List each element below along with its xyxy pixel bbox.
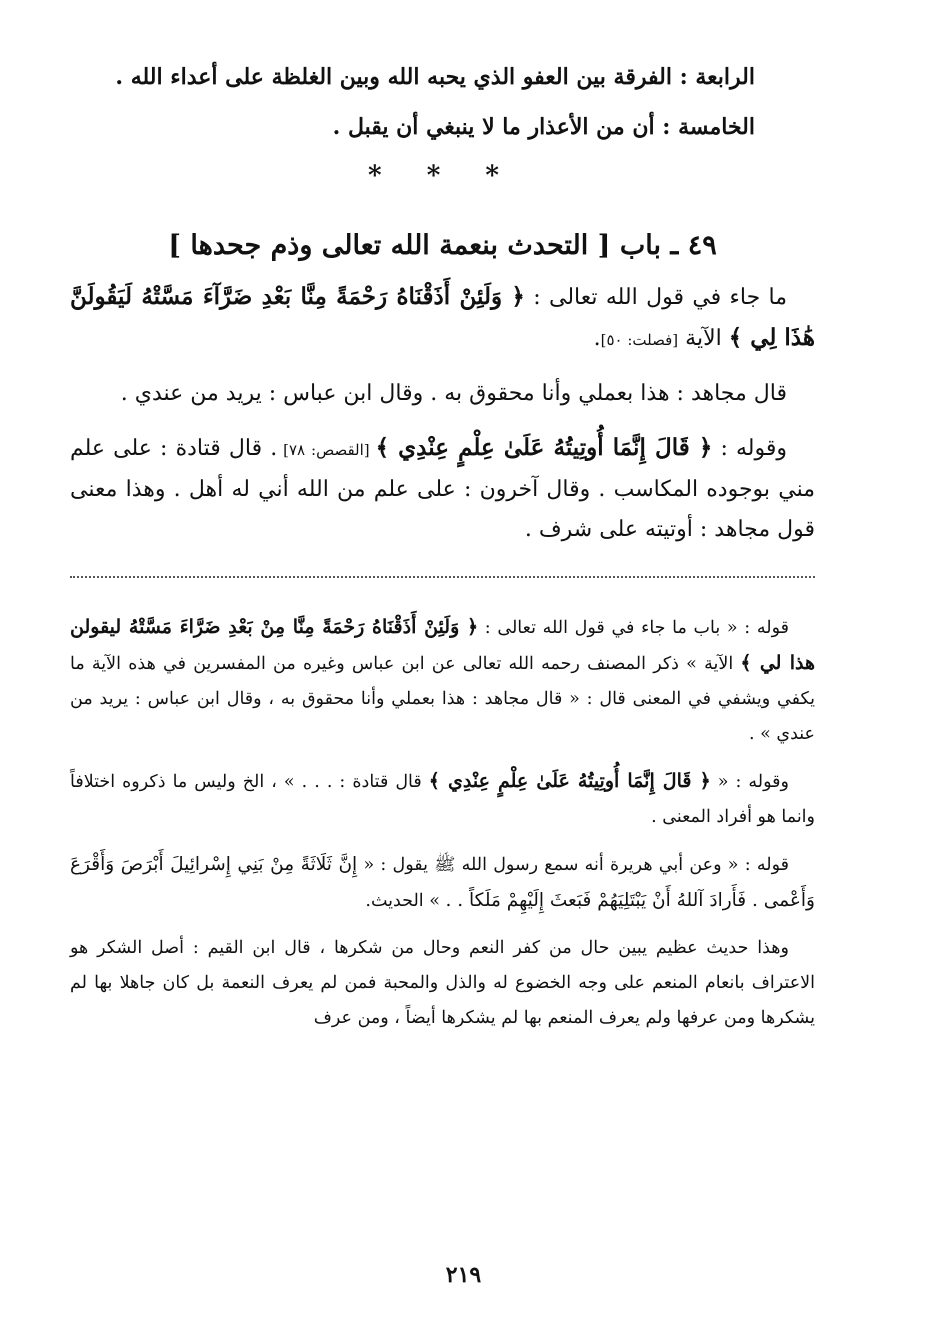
commentary-paragraph-1 (70, 610, 815, 752)
commentary-1-quran: ﴿ وَلَئِنْ أَذَقْنَاهُ رَحْمَةً مِنَّا مِنْ بَعْدِ ضَرَّاءَ مَسَّتْهُ ليقولن هذا لي ﴾ (70, 616, 815, 674)
commentary-paragraph-2 (70, 764, 815, 835)
main-paragraph-qatada (70, 428, 815, 550)
page-number: ٢١٩ (445, 1262, 482, 1288)
qatada-lead: وقوله : (712, 436, 788, 461)
verse-end: . (593, 326, 601, 351)
main-paragraph-verse (70, 277, 815, 360)
main-paragraph-mujahid: قال مجاهد : هذا بعملي وأنا محقوق به . وقال ابن عباس : يريد من عندي . (120, 381, 787, 406)
verse-intro: ما جاء في قول الله تعالى : (524, 285, 788, 310)
verse-reference-qasas: [القصص: ٧٨] (277, 441, 376, 459)
quran-verse-qasas: ﴿ قَالَ إِنَّمَا أُوتِيتُهُ عَلَىٰ عِلْمٍ عِنْدِي ﴾ (375, 434, 713, 461)
commentary-paragraph-4: وهذا حديث عظيم يبين حال من كفر النعم وحال من شكرها ، قال ابن القيم : أصل الشكر هو الاعتراف بانعام المنعم على وجه الخضوع له والذل والمحبة فمن لم يعرف النعمة بل كان جاهلا بها لم يشكرها ومن عرفها ولم يعرف المنعم بها لم يشكرها أيضاً ، ومن عرف (70, 938, 815, 1028)
commentary-1-rest: الآية » ذكر المصنف رحمه الله تعالى عن ابن عباس وغيره من المفسرين في هذه الآية ما يكفي ويشفي في المعنى قال : « قال مجاهد : هذا بعملي وأنا محقوق به ، وقال ابن عباس : يريد من عندي » . (70, 654, 815, 744)
commentary-3-hadith: إِنَّ ثَلَاثَةً مِنْ بَنِي إِسْرائِيلَ أَبْرَصَ وَأَقْرَعَ وَأَعْمى . فَأَرادَ آللهُ أَنْ يَبْتَلِيَهُمْ فَبَعثَ إِلَيْهِمْ مَلَكاً . . (70, 854, 815, 911)
commentary-2-lead: وقوله : « (710, 772, 789, 792)
commentary-2-quran: ﴿ قَالَ إِنَّمَا أُوتِيتُهُ عَلَىٰ عِلْمٍ عِنْدِي ﴾ (428, 770, 711, 792)
chapter-title: ٤٩ ـ باب [ التحدث بنعمة الله تعالى وذم جحدها ] (168, 230, 717, 261)
verse-reference: [فصلت: ٥٠] (600, 331, 679, 349)
commentary-paragraph-3 (70, 847, 815, 919)
commentary-1-lead: قوله : « باب ما جاء في قول الله تعالى : (478, 618, 789, 638)
top-line-fifth: الخامسة : أن من الأعذار ما لا ينبغي أن يقبل . (332, 114, 755, 140)
book-page (70, 55, 815, 1325)
commentary-2-rest: قال قتادة : . . . » ، الخ وليس ما ذكروه اختلافاً وانما هو أفراد المعنى . (70, 772, 815, 827)
commentary-divider (70, 576, 815, 578)
commentary-3-rest: » الحديث. (365, 891, 446, 911)
quran-verse: ﴿ وَلَئِنْ أَذَقْنَاهُ رَحْمَةً مِنَّا بَعْدِ ضَرَّآءَ مَسَّتْهُ لَيَقُولَنَّ هَٰذَا لِي ﴾ (70, 283, 815, 351)
qatada-rest: . قال قتادة : على علم مني بوجوده المكاسب . وقال آخرون : على علم من الله أني له أهل . وهذا معنى قول مجاهد : أوتيته على شرف . (70, 436, 815, 542)
verse-after: الآية (678, 326, 729, 351)
top-line-fourth: الرابعة : الفرقة بين العفو الذي يحبه الله وبين الغلظة على أعداء الله . (115, 64, 755, 90)
commentary-3-lead: قوله : « وعن أبي هريرة أنه سمع رسول الله ﷺ يقول : « (357, 855, 789, 875)
section-separator: * * * (368, 161, 517, 191)
